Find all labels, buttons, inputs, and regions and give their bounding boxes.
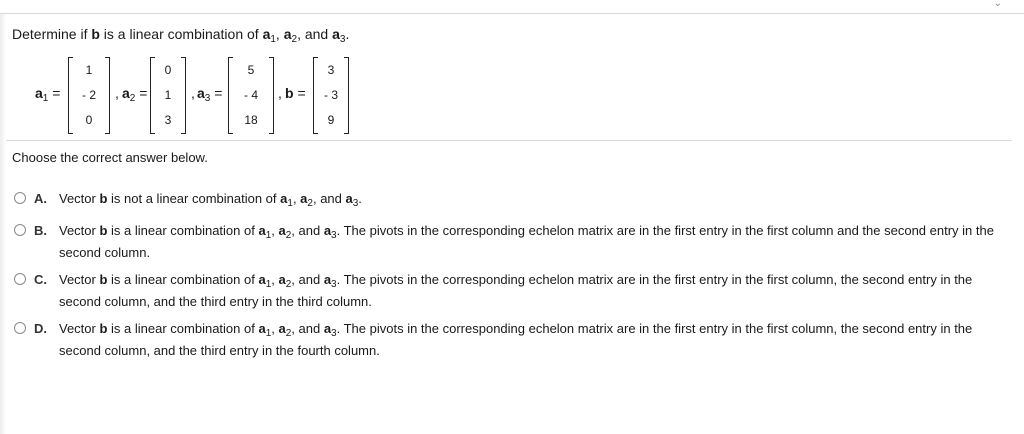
vector-a2 — [150, 57, 186, 132]
option-letter: A. — [34, 191, 47, 206]
answer-option-d[interactable] — [14, 318, 1004, 362]
radio-button[interactable] — [14, 273, 26, 285]
question-text: Determine if b is a linear combination of $a_1$, $a_2$, and $a_3$. — [12, 26, 350, 45]
radio-button[interactable] — [14, 192, 26, 204]
vector-label-a3: $a_3$ = — [197, 85, 223, 104]
vector-entry: 3 — [327, 63, 335, 77]
radio-button[interactable] — [14, 224, 26, 236]
option-text: Vector b is a linear combination of $a_1$, $a_2$, and $a_3$. The pivots in the corresponding echelon matrix are in the first entry in the first column, the second entry in the second column, and the third entry in the third column. — [59, 272, 973, 309]
answer-option-c[interactable] — [14, 269, 1004, 313]
option-text: Vector b is a linear combination of $a_1$, $a_2$, and $a_3$. The pivots in the corresponding echelon matrix are in the first entry in the first column and the second entry in the second column. — [59, 223, 994, 260]
answer-prompt: Choose the correct answer below. — [12, 150, 208, 165]
vector-entry: 1 — [164, 88, 172, 102]
vector-entry: 5 — [247, 63, 255, 77]
top-divider — [0, 13, 1024, 14]
answer-option-a[interactable] — [14, 188, 1004, 210]
vector-entry: 0 — [164, 63, 172, 77]
vector-entry: 9 — [327, 113, 335, 127]
answer-option-b[interactable] — [14, 220, 1004, 264]
comma: , — [115, 85, 119, 101]
vector-entry: 0 — [85, 113, 93, 127]
vector-entry: 3 — [164, 113, 172, 127]
vector-entry: - 3 — [323, 88, 338, 102]
vector-entry: - 2 — [81, 88, 96, 102]
vector-entry: 18 — [244, 113, 258, 127]
option-text: Vector b is not a linear combination of $a_1$, $a_2$, and $a_3$. — [59, 191, 362, 209]
chevron-down-icon[interactable]: ⌄ — [993, 0, 1002, 9]
vector-label-b: b = — [285, 85, 306, 101]
vector-label-a2: $a_2$ = — [122, 85, 148, 104]
vector-a3 — [228, 57, 274, 132]
vector-b — [313, 57, 349, 132]
left-gutter — [0, 14, 6, 434]
option-text: Vector b is a linear combination of $a_1$, $a_2$, and $a_3$. The pivots in the corresponding echelon matrix are in the first entry in the first column, the second entry in the second column, and the third entry in the fourth column. — [59, 321, 973, 358]
comma: , — [278, 85, 282, 101]
vector-a1 — [68, 57, 110, 132]
comma: , — [191, 85, 195, 101]
vector-label-a1: $a_1$ = — [35, 85, 61, 104]
radio-button[interactable] — [14, 322, 26, 334]
option-letter: C. — [34, 272, 47, 287]
section-divider — [6, 140, 1012, 141]
vector-entry: 1 — [85, 63, 93, 77]
vector-entry: - 4 — [243, 88, 258, 102]
option-letter: B. — [34, 223, 47, 238]
option-letter: D. — [34, 321, 47, 336]
